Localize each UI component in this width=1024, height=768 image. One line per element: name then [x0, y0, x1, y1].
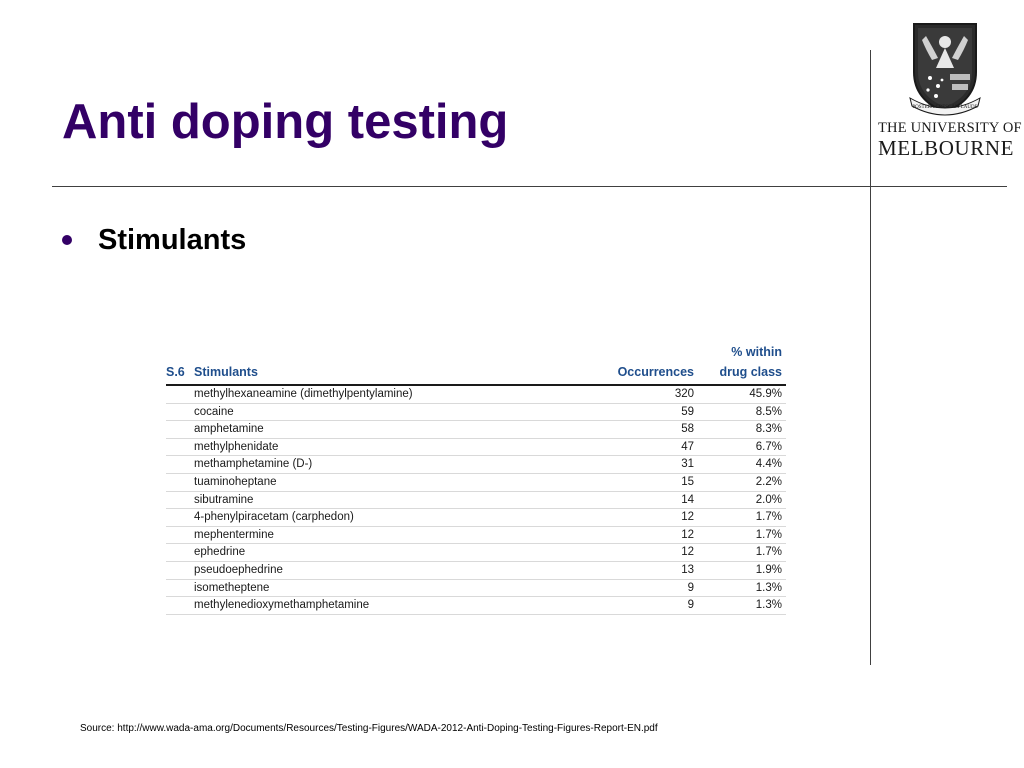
row-drug-name: pseudoephedrine: [194, 563, 283, 576]
row-drug-name: methylphenidate: [194, 440, 279, 453]
row-occurrences: 12: [681, 546, 694, 559]
row-drug-name: tuaminoheptane: [194, 475, 277, 488]
row-percent: 2.2%: [755, 475, 782, 488]
row-occurrences: 14: [681, 493, 694, 506]
row-occurrences: 320: [674, 388, 694, 400]
row-percent: 4.4%: [755, 458, 782, 471]
table-row: [166, 491, 786, 509]
table-row: [166, 526, 786, 544]
row-percent: 1.7%: [755, 546, 782, 559]
university-logo: [878, 20, 1022, 165]
header-percent-line2: drug class: [719, 365, 782, 379]
row-spacer: [166, 403, 190, 421]
row-drug-name: isometheptene: [194, 581, 270, 594]
row-drug-name: sibutramine: [194, 493, 254, 506]
row-spacer: [166, 561, 190, 579]
title-divider: [52, 186, 1007, 187]
row-percent: 6.7%: [755, 440, 782, 453]
slide-title: Anti doping testing: [62, 95, 509, 149]
row-occurrences: 9: [687, 581, 694, 594]
row-drug-name: mephentermine: [194, 528, 274, 541]
svg-text:POSTERA CRESCAM LAUDE: POSTERA CRESCAM LAUDE: [912, 105, 978, 110]
row-spacer: [166, 526, 190, 544]
row-occurrences: 47: [681, 440, 694, 453]
row-spacer: [166, 544, 190, 562]
row-spacer: [166, 473, 190, 491]
table-body: [166, 385, 786, 614]
row-occurrences: 12: [681, 528, 694, 541]
table-row: [166, 456, 786, 474]
bullet-text: Stimulants: [98, 224, 247, 256]
row-percent: 2.0%: [755, 493, 782, 506]
row-spacer: [166, 421, 190, 439]
row-drug-name: ephedrine: [194, 546, 246, 559]
row-spacer: [166, 509, 190, 527]
header-percent: [698, 342, 786, 385]
row-occurrences: 9: [687, 599, 694, 612]
row-drug-name: methamphetamine (D-): [194, 458, 313, 471]
row-drug-name: 4-phenylpiracetam (carphedon): [194, 511, 354, 524]
table-row: [166, 473, 786, 491]
row-percent: 1.7%: [755, 528, 782, 541]
logo-text-melbourne: MELBOURNE: [878, 136, 1015, 160]
row-drug-name: methylenedioxymethamphetamine: [194, 599, 370, 612]
table-row: [166, 509, 786, 527]
table-row: [166, 544, 786, 562]
row-spacer: [166, 597, 190, 615]
row-percent: 1.3%: [755, 581, 782, 594]
row-percent: 1.9%: [755, 563, 782, 576]
bullet-item: [62, 222, 246, 258]
row-occurrences: 13: [681, 563, 694, 576]
bullet-dot-icon: [62, 235, 72, 245]
table-row: [166, 561, 786, 579]
row-drug-name: methylhexaneamine (dimethylpentylamine): [194, 388, 413, 400]
stimulants-table-container: [166, 342, 786, 615]
table-row: [166, 421, 786, 439]
table-row: [166, 403, 786, 421]
row-spacer: [166, 438, 190, 456]
row-drug-name: amphetamine: [194, 423, 264, 436]
row-occurrences: 15: [681, 475, 694, 488]
row-percent: 45.9%: [749, 388, 782, 400]
row-spacer: [166, 385, 190, 403]
logo-text-university-of: THE UNIVERSITY OF: [878, 120, 1022, 136]
row-percent: 8.3%: [755, 423, 782, 436]
row-percent: 1.3%: [755, 599, 782, 612]
table-header-row: [166, 342, 786, 385]
header-stimulants: Stimulants: [194, 365, 258, 379]
row-occurrences: 59: [681, 405, 694, 418]
row-spacer: [166, 579, 190, 597]
crest-icon: [908, 20, 982, 116]
header-percent-line1: % within: [731, 345, 782, 359]
table-row: [166, 385, 786, 403]
header-occurrences: Occurrences: [617, 365, 694, 379]
source-citation: Source: http://www.wada-ama.org/Documents/Resources/Testing-Figures/WADA-2012-Anti-Doping-Testing-Figures-Report-EN.pdf: [80, 723, 658, 734]
table-row: [166, 438, 786, 456]
row-drug-name: cocaine: [194, 405, 234, 418]
table-row: [166, 579, 786, 597]
row-occurrences: 12: [681, 511, 694, 524]
vertical-divider: [870, 50, 871, 665]
section-code: S.6: [166, 365, 185, 379]
row-percent: 8.5%: [755, 405, 782, 418]
row-spacer: [166, 491, 190, 509]
row-occurrences: 58: [681, 423, 694, 436]
row-occurrences: 31: [681, 458, 694, 471]
row-percent: 1.7%: [755, 511, 782, 524]
row-spacer: [166, 456, 190, 474]
table-row: [166, 597, 786, 615]
stimulants-table: [166, 342, 786, 615]
